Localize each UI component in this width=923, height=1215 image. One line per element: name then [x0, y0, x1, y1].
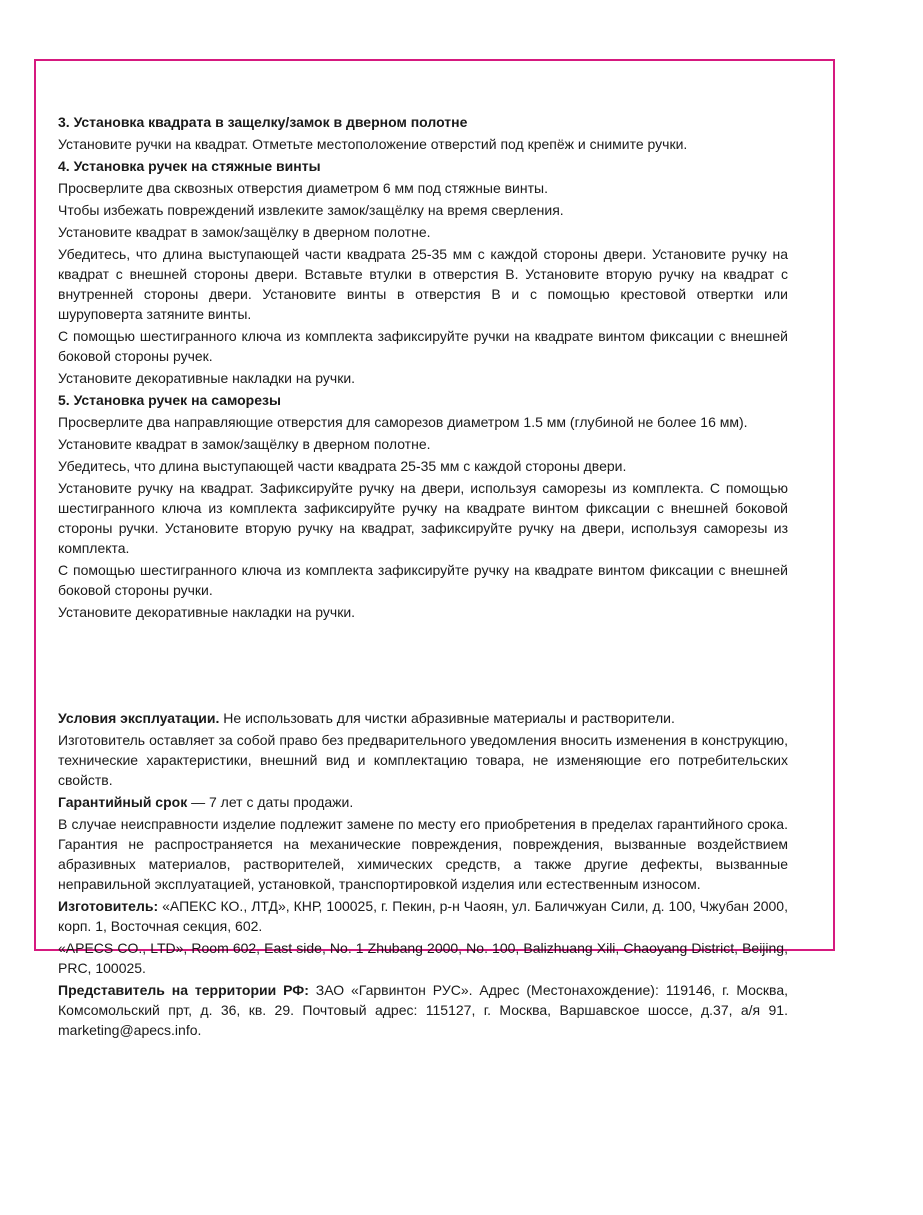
heading-step-3: 3. Установка квадрата в защелку/замок в дверном полотне	[58, 114, 468, 130]
paragraph: С помощью шестигранного ключа из комплекта зафиксируйте ручки на квадрате винтом фиксации с внешней боковой стороны ручек.	[58, 328, 788, 364]
manufacturer-label: Изготовитель:	[58, 898, 159, 914]
heading-step-4: 4. Установка ручек на стяжные винты	[58, 158, 321, 174]
usage-conditions	[58, 708, 788, 728]
paragraph: Просверлите два сквозных отверстия диаметром 6 мм под стяжные винты.	[58, 180, 548, 196]
paragraph: Установите квадрат в замок/защёлку в дверном полотне.	[58, 224, 431, 240]
paragraph: Установите декоративные накладки на ручки.	[58, 604, 356, 620]
representative-address: ЗАО «Гарвинтон РУС». Адрес (Местонахождение): 119146, г. Москва, Комсомольский прт, д. 36, кв. 29. Почтовый адрес: 115127, г. Москва, Варшавское шоссе, д.37, а/я 91. marketing@apecs.info.	[58, 982, 789, 1038]
manufacturer-rights: Изготовитель оставляет за собой право без предварительного уведомления вносить изменения в конструкцию, технические характеристики, внешний вид и комплектацию товара, не изменяющие его потребительских свойств.	[58, 732, 788, 788]
usage-and-warranty-info	[58, 708, 788, 1042]
paragraph: Установите ручки на квадрат. Отметьте местоположение отверстий под крепёж и снимите ручки.	[58, 136, 688, 152]
usage-conditions-label: Условия эксплуатации.	[58, 710, 220, 726]
representative	[58, 980, 788, 1040]
warranty-period	[58, 792, 788, 812]
manufacturer	[58, 896, 788, 936]
paragraph: С помощью шестигранного ключа из комплекта зафиксируйте ручку на квадрате винтом фиксации с внешней боковой стороны ручки.	[58, 562, 788, 598]
installation-instructions	[58, 112, 788, 624]
manufacturer-address-en: «APECS CO., LTD», Room 602, East side, No. 1 Zhubang 2000, No. 100, Balizhuang Xili, Chaoyang District, Beijing, PRC, 100025.	[58, 940, 788, 976]
heading-step-5: 5. Установка ручек на саморезы	[58, 392, 281, 408]
paragraph: Убедитесь, что длина выступающей части квадрата 25-35 мм с каждой стороны двери. Установите ручку на квадрат с внешней стороны двери. Вставьте втулки в отверстия В. Установите вторую ручку на квадрат с внутренней стороны двери. Установите винты в отверстия В и с помощью крестовой отвертки или шуруповерта затяните винты.	[58, 246, 788, 322]
warranty-label: Гарантийный срок	[58, 794, 188, 810]
warranty-text: — 7 лет с даты продажи.	[187, 794, 354, 810]
paragraph: Просверлите два направляющие отверстия для саморезов диаметром 1.5 мм (глубиной не более 16 мм).	[58, 414, 748, 430]
paragraph: Убедитесь, что длина выступающей части квадрата 25-35 мм с каждой стороны двери.	[58, 458, 627, 474]
paragraph: Чтобы избежать повреждений извлеките замок/защёлку на время сверления.	[58, 202, 564, 218]
paragraph: Установите декоративные накладки на ручки.	[58, 370, 356, 386]
paragraph: Установите квадрат в замок/защёлку в дверном полотне.	[58, 436, 431, 452]
paragraph: Установите ручку на квадрат. Зафиксируйте ручку на двери, используя саморезы из комплекта. С помощью шестигранного ключа из комплекта зафиксируйте ручку на квадрате винтом фиксации с внешней боковой стороны ручки. Установите вторую ручку на квадрат, зафиксируйте ручку на двери, используя саморезы из комплекта.	[58, 480, 788, 556]
warranty-details: В случае неисправности изделие подлежит замене по месту его приобретения в пределах гарантийного срока. Гарантия не распространяется на механические повреждения, повреждения, вызванные воздействием абразивных материалов, растворителей, химических средств, а также другие дефекты, вызванные неправильной эксплуатацией, установкой, транспортировкой изделия или естественным износом.	[58, 816, 788, 892]
manufacturer-address: «АПЕКС КО., ЛТД», КНР, 100025, г. Пекин, р-н Чаоян, ул. Баличжуан Сили, д. 100, Чжубан 2000, корп. 1, Восточная секция, 602.	[58, 898, 788, 934]
usage-conditions-text: Не использовать для чистки абразивные материалы и растворители.	[219, 710, 675, 726]
representative-label: Представитель на территории РФ:	[58, 982, 309, 998]
